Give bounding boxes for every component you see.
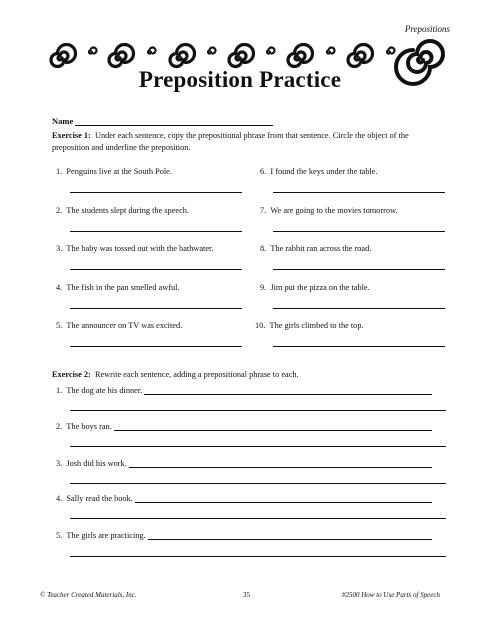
- footer-page-number: 35: [243, 591, 250, 599]
- answer-line[interactable]: [70, 556, 446, 557]
- answer-line[interactable]: [273, 269, 445, 270]
- answer-line[interactable]: [144, 386, 432, 395]
- exercise-2-item: 4. Sally read the book.: [56, 494, 432, 503]
- answer-line[interactable]: [273, 308, 445, 309]
- spiral-icon: [170, 45, 195, 67]
- spiral-icon: [267, 48, 275, 54]
- spiral-icon: [229, 45, 254, 67]
- spiral-icon: [208, 48, 216, 54]
- exercise-2-instructions: [52, 369, 442, 381]
- exercise-2-item: 2. The boys ran.: [56, 422, 432, 431]
- page-title: Preposition Practice: [138, 67, 342, 92]
- exercise-1-label: Exercise 1:: [52, 131, 91, 140]
- answer-line[interactable]: [129, 459, 432, 468]
- exercise-2-item: 5. The girls are practicing.: [56, 531, 432, 540]
- exercise-1-item: 9. Jim put the pizza on the table.: [260, 283, 370, 292]
- exercise-1-item: 1. Penguins live at the South Pole.: [56, 167, 172, 176]
- answer-line[interactable]: [148, 531, 432, 540]
- answer-line[interactable]: [273, 231, 445, 232]
- exercise-1-item: 10. The girls climbed to the top.: [255, 321, 364, 330]
- answer-line[interactable]: [273, 346, 445, 347]
- answer-line[interactable]: [70, 483, 446, 484]
- topic-label: Prepositions: [404, 24, 450, 34]
- exercise-2-item: 1. The dog ate his dinner.: [56, 386, 432, 395]
- exercise-1-item: 8. The rabbit ran across the road.: [260, 244, 372, 253]
- name-blank-line[interactable]: [75, 116, 273, 126]
- answer-line[interactable]: [70, 410, 446, 411]
- answer-line[interactable]: [70, 346, 242, 347]
- spiral-icon: [51, 45, 76, 67]
- exercise-1-item: 5. The announcer on TV was excited.: [56, 321, 183, 330]
- spiral-icon: [387, 48, 395, 54]
- spiral-icon: [148, 48, 156, 54]
- answer-line[interactable]: [273, 192, 445, 193]
- answer-line[interactable]: [70, 231, 242, 232]
- answer-line[interactable]: [114, 422, 432, 431]
- spiral-icon: [89, 48, 97, 54]
- answer-line[interactable]: [70, 269, 242, 270]
- answer-line[interactable]: [70, 446, 446, 447]
- name-label: Name: [52, 116, 74, 126]
- answer-line[interactable]: [70, 308, 242, 309]
- answer-line[interactable]: [70, 192, 242, 193]
- spiral-icon: [327, 48, 335, 54]
- exercise-1-text: Under each sentence, copy the prepositional phrase from that sentence. Circle the object of the preposition and underline the preposition.: [52, 131, 409, 152]
- spiral-icon: [348, 45, 373, 67]
- exercise-2-label: Exercise 2:: [52, 370, 91, 379]
- exercise-1-item: 2. The students slept during the speech.: [56, 206, 189, 215]
- exercise-1-item: 4. The fish in the pan smelled awful.: [56, 283, 180, 292]
- spiral-icon: [288, 45, 313, 67]
- exercise-2-item: 3. Josh did his work.: [56, 459, 432, 468]
- footer-copyright: © Teacher Created Materials, Inc.: [40, 591, 137, 599]
- exercise-2-text: Rewrite each sentence, adding a prepositional phrase to each.: [94, 370, 299, 379]
- answer-line[interactable]: [70, 518, 446, 519]
- spiral-icon: [109, 45, 134, 67]
- exercise-1-item: 3. The baby was tossed out with the bathwater.: [56, 244, 214, 253]
- exercise-1-item: 6. I found the keys under the table.: [260, 167, 378, 176]
- exercise-1-instructions: [52, 130, 442, 153]
- exercise-1-item: 7. We are going to the movies tomorrow.: [260, 206, 398, 215]
- footer-book-title: #2500 How to Use Parts of Speech: [342, 591, 440, 599]
- name-field[interactable]: [52, 116, 273, 126]
- answer-line[interactable]: [135, 494, 432, 503]
